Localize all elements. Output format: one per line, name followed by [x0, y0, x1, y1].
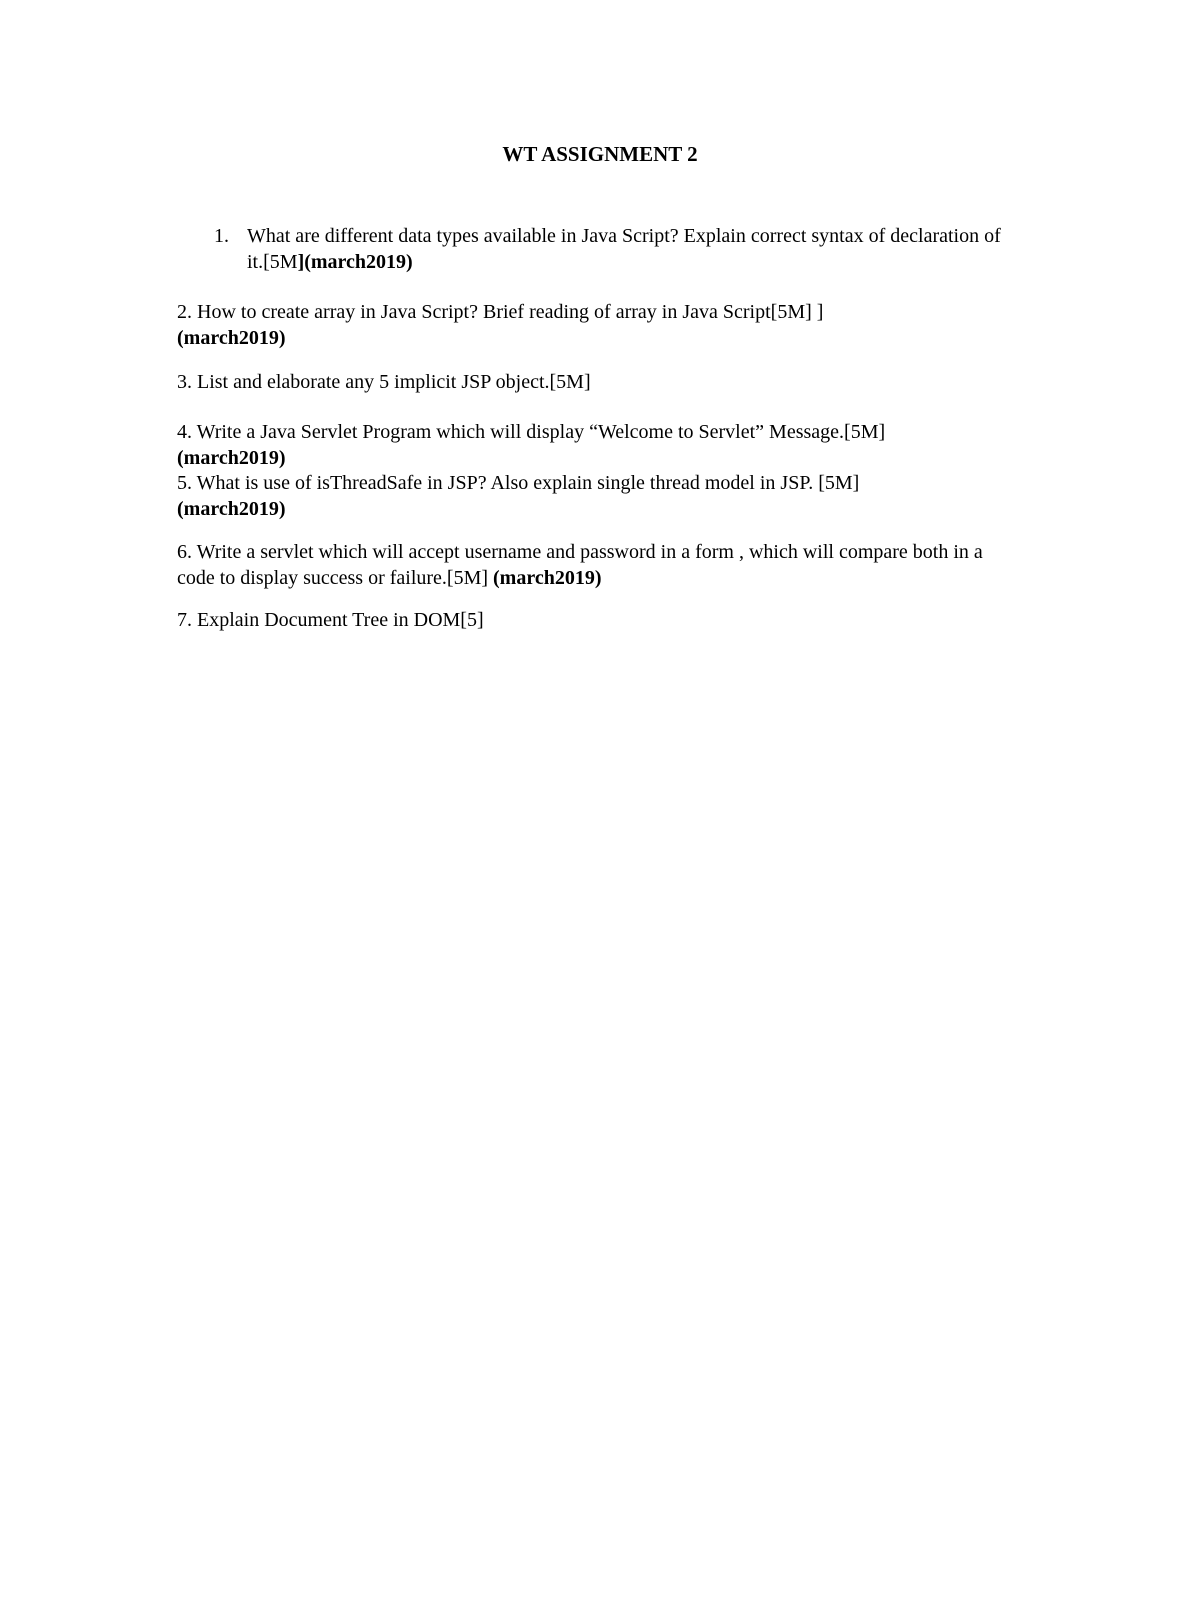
question-2-text: 2. How to create array in Java Script? Brief reading of array in Java Script[5M] ]: [177, 301, 824, 323]
question-3: [177, 369, 1017, 395]
question-1: [214, 223, 1014, 275]
question-4-tag: (march2019): [177, 447, 286, 469]
question-7: [177, 607, 1017, 633]
question-7-text: 7. Explain Document Tree in DOM[5]: [177, 609, 484, 631]
question-5-text: 5. What is use of isThreadSafe in JSP? Also explain single thread model in JSP. [5M]: [177, 472, 860, 494]
question-5: [177, 470, 1017, 522]
question-1-tag: ](march2019): [297, 251, 413, 273]
question-6-tag: (march2019): [493, 567, 602, 589]
question-6: [177, 539, 1017, 591]
question-6-text: 6. Write a servlet which will accept username and password in a form , which will compare both in a code to display success or failure.[5M]: [177, 541, 983, 589]
question-1-text: What are different data types available in Java Script? Explain correct syntax of declaration of it.[5M: [247, 225, 1001, 273]
question-5-tag: (march2019): [177, 498, 286, 520]
question-2-tag: (march2019): [177, 327, 286, 349]
question-4-text: 4. Write a Java Servlet Program which will display “Welcome to Servlet” Message.[5M]: [177, 421, 886, 443]
question-1-number: 1.: [214, 225, 229, 247]
question-3-text: 3. List and elaborate any 5 implicit JSP object.[5M]: [177, 371, 591, 393]
question-2: [177, 299, 1017, 351]
question-1-body: [247, 223, 1014, 275]
document-title: WT ASSIGNMENT 2: [502, 142, 698, 166]
question-4: [177, 419, 1017, 471]
